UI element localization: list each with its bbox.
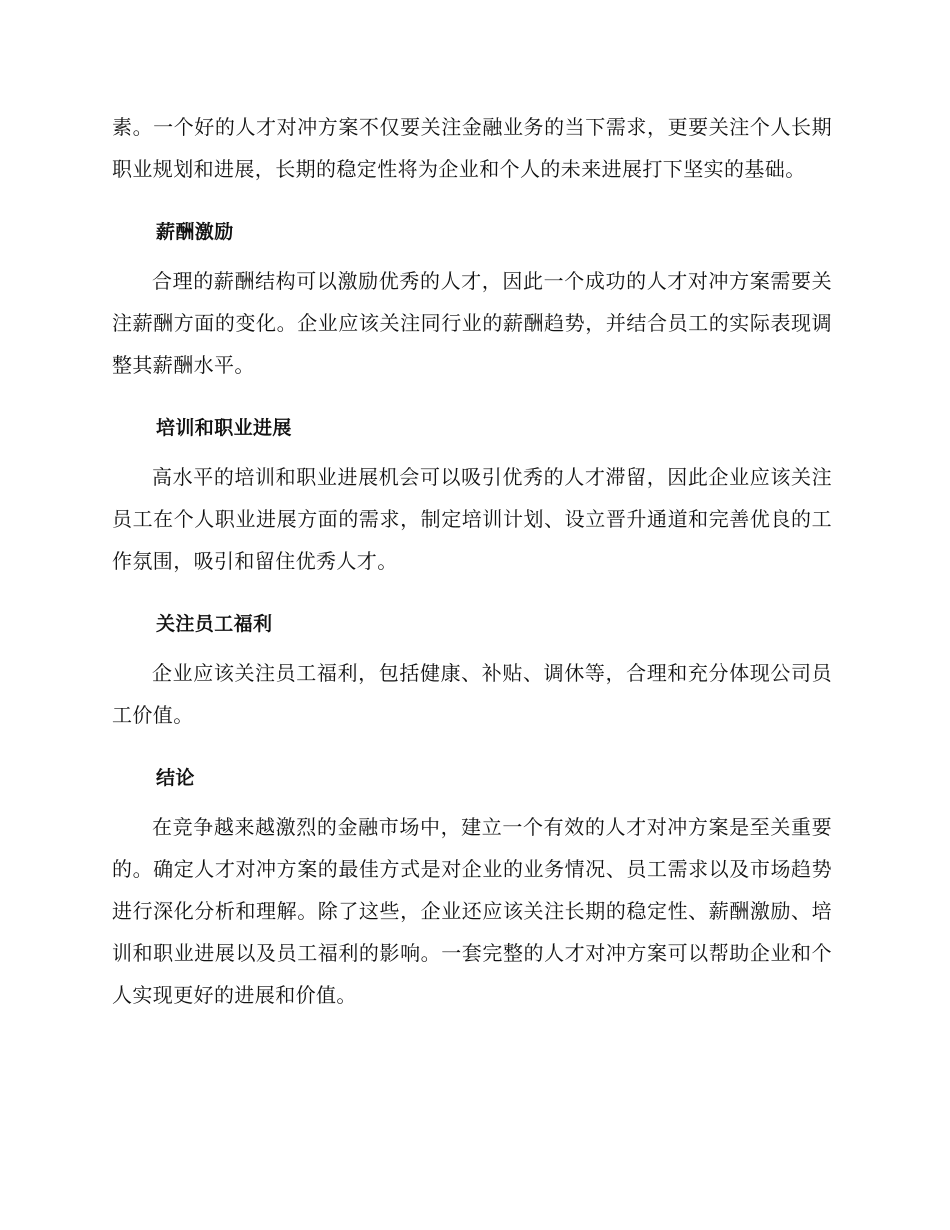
section-paragraph: 合理的薪酬结构可以激励优秀的人才，因此一个成功的人才对冲方案需要关注薪酬方面的变化。企业应该关注同行业的薪酬趋势，并结合员工的实际表现调整其薪酬水平。	[112, 269, 832, 377]
document-body	[112, 106, 832, 1016]
section-heading: 结论	[156, 767, 195, 789]
section-heading: 关注员工福利	[156, 613, 273, 635]
section-paragraph: 在竞争越来越激烈的金融市场中，建立一个有效的人才对冲方案是至关重要的。确定人才对冲方案的最佳方式是对企业的业务情况、员工需求以及市场趋势进行深化分析和理解。除了这些，企业还应该关注长期的稳定性、薪酬激励、培训和职业进展以及员工福利的影响。一套完整的人才对冲方案可以帮助企业和个人实现更好的进展和价值。	[112, 815, 832, 1007]
section-heading: 薪酬激励	[156, 221, 234, 243]
section-heading: 培训和职业进展	[156, 417, 292, 439]
intro-paragraph: 素。一个好的人才对冲方案不仅要关注金融业务的当下需求，更要关注个人长期职业规划和进展，长期的稳定性将为企业和个人的未来进展打下坚实的基础。	[112, 115, 832, 181]
section-paragraph: 企业应该关注员工福利，包括健康、补贴、调休等，合理和充分体现公司员工价值。	[112, 661, 832, 727]
section-salary	[112, 218, 832, 386]
section-conclusion	[112, 764, 832, 1016]
section-paragraph: 高水平的培训和职业进展机会可以吸引优秀的人才滞留，因此企业应该关注员工在个人职业进展方面的需求，制定培训计划、设立晋升通道和完善优良的工作氛围，吸引和留住优秀人才。	[112, 465, 832, 573]
section-welfare	[112, 610, 832, 736]
section-training	[112, 414, 832, 582]
